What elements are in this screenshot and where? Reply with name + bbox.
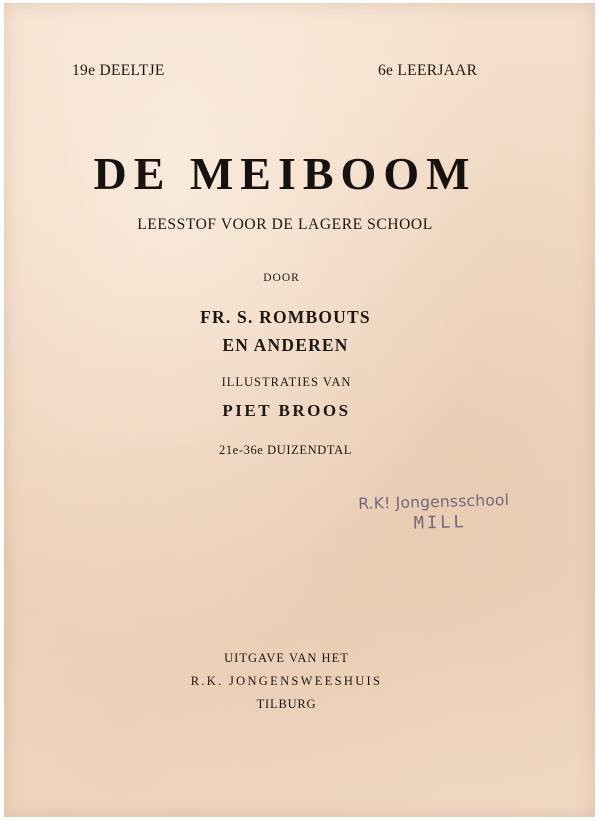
- byline-label: DOOR: [263, 272, 300, 284]
- author-name: FR. S. ROMBOUTS: [200, 307, 371, 327]
- book-subtitle: LEESSTOF VOOR DE LAGERE SCHOOL: [137, 216, 433, 233]
- title-page: [4, 3, 595, 817]
- publisher-name: R.K. JONGENSWEESHUIS: [190, 674, 383, 688]
- publisher-city: TILBURG: [256, 697, 317, 711]
- author-others: EN ANDEREN: [222, 335, 349, 355]
- volume-label: 19e DEELTJE: [72, 62, 165, 79]
- grade-label: 6e LEERJAAR: [378, 62, 478, 79]
- edition-info: 21e-36e DUIZENDTAL: [218, 443, 353, 457]
- school-stamp: [358, 491, 510, 535]
- stamp-school-name: R.K! Jongensschool: [358, 491, 510, 513]
- publisher-intro: UITGAVE VAN HET: [224, 651, 349, 665]
- illustrator-name: PIET BROOS: [222, 401, 351, 420]
- book-title: DE MEIBOOM: [93, 148, 477, 199]
- illustrations-label: ILLUSTRATIES VAN: [221, 375, 352, 389]
- stamp-town: MILL: [413, 512, 467, 534]
